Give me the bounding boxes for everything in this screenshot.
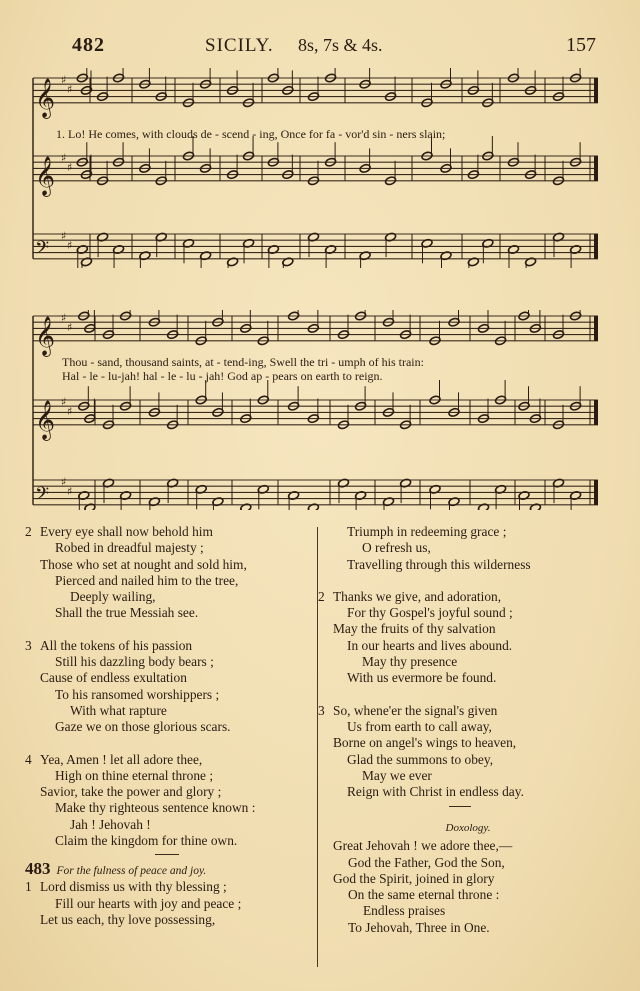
stanza-number: 4 (25, 751, 32, 767)
lyrics-line: 1. Lo! He comes, with clouds de - scend - ing, Once for fa - vor'd sin - ners slain; (56, 127, 446, 141)
verse-line: Those who set at nought and sold him, (40, 556, 247, 572)
page-number: 157 (566, 34, 596, 56)
page-header (0, 34, 640, 58)
stanza-number: 2 (25, 524, 32, 539)
sharp-icon: ♯ (61, 475, 67, 489)
sharp-icon: ♯ (67, 484, 73, 498)
verse-line: Great Jehovah ! we adore thee,— (333, 838, 513, 854)
verse-line: Make thy righteous sentence known : (55, 800, 256, 816)
verse-line: Thanks we give, and adoration, (333, 588, 502, 604)
verse-line: May we ever (362, 767, 432, 783)
verse-line: Triumph in redeeming grace ; (347, 524, 507, 539)
verse-line: Fill our hearts with joy and peace ; (55, 895, 242, 911)
verse-line: On the same eternal throne : (348, 887, 500, 903)
verse-line: Deeply wailing, (70, 589, 156, 605)
left-column (25, 524, 310, 865)
verse-line: O refresh us, (362, 540, 431, 556)
section-rule (155, 854, 179, 855)
final-barline (594, 156, 598, 181)
hymn-483-title: For the fulness of peace and joy. (56, 865, 207, 877)
treble-clef-icon: 𝄞 (35, 399, 56, 440)
verse-line: Us from earth to call away, (347, 718, 492, 734)
hymn-483-number: 483 (25, 859, 51, 878)
verse-line: High on thine eternal throne ; (55, 767, 214, 783)
hymn-483-heading (25, 861, 315, 879)
lyrics-line-1: Thou - sand, thousand saints, at - tend-ing, Swell the tri - umph of his train: (62, 355, 424, 369)
final-barline (594, 316, 598, 341)
music-system-1 (0, 68, 640, 268)
sharp-icon: ♯ (67, 160, 73, 174)
verse-line: Travelling through this wilderness (347, 556, 531, 572)
staff-lines (33, 78, 598, 259)
hymn-number: 482 (72, 34, 105, 56)
stanza (318, 589, 618, 687)
verse-line: Yea, Amen ! let all adore thee, (40, 751, 203, 767)
stanza (25, 752, 310, 850)
verse-line: Lord dismiss us with thy blessing ; (40, 879, 227, 895)
verse-line: Robed in dreadful majesty ; (55, 540, 204, 556)
verse-line: May thy presence (362, 654, 458, 670)
final-barline (594, 400, 598, 425)
verse-line: So, whene'er the signal's given (333, 702, 498, 718)
sharp-icon: ♯ (67, 82, 73, 96)
verse-line: God the Spirit, joined in glory (333, 870, 495, 886)
treble-clef-icon: 𝄞 (35, 155, 56, 196)
staff-lines (33, 316, 598, 505)
verse-line: With what rapture (70, 702, 167, 718)
sharp-icon: ♯ (61, 311, 67, 325)
hymn-483 (25, 861, 315, 928)
section-rule (449, 806, 471, 807)
stanza (318, 703, 618, 801)
verse-line: Cause of endless exultation (40, 670, 187, 686)
tune-meter: 8s, 7s & 4s. (298, 35, 383, 55)
bass-clef-icon: 𝄢 (35, 483, 50, 509)
verse-line: May the fruits of thy salvation (333, 621, 496, 637)
verse-line: Savior, take the power and glory ; (40, 784, 222, 800)
stanza-number: 1 (25, 879, 32, 895)
music-system-2 (0, 310, 640, 510)
stanza-number: 3 (318, 702, 325, 718)
final-barline (594, 78, 598, 103)
verse-line: With us evermore be found. (347, 670, 497, 686)
stanza-number: 2 (318, 588, 325, 604)
final-barline (594, 480, 598, 505)
verse-line: In our hearts and lives abound. (347, 637, 513, 653)
stanza (25, 638, 310, 736)
verse-line: Still his dazzling body bears ; (55, 654, 214, 670)
stanza-number: 3 (25, 637, 32, 653)
sharp-icon: ♯ (61, 395, 67, 409)
verse-line: Jah ! Jehovah ! (70, 816, 151, 832)
verse-line: All the tokens of his passion (40, 637, 193, 653)
verse-line: Glad the summons to obey, (347, 751, 494, 767)
final-barline (594, 234, 598, 259)
verse-line: Endless praises (363, 903, 446, 919)
bass-clef-icon: 𝄢 (35, 237, 50, 263)
sharp-icon: ♯ (67, 238, 73, 252)
doxology (333, 820, 603, 936)
sharp-icon: ♯ (67, 320, 73, 334)
verse-line: Borne on angel's wings to heaven, (333, 735, 517, 751)
treble-clef-icon: 𝄞 (35, 77, 56, 118)
stanza (25, 524, 310, 622)
lyrics-line-2: Hal - le - lu-jah! hal - le - lu - jah! God ap - pears on earth to reign. (62, 369, 383, 383)
verse-line: Let us each, thy love possessing, (40, 911, 216, 927)
verse-line: Reign with Christ in endless day. (347, 784, 524, 800)
verse-line: To Jehovah, Three in One. (348, 919, 490, 935)
sharp-icon: ♯ (61, 73, 67, 87)
stanza-continuation (318, 524, 618, 573)
sharp-icon: ♯ (61, 151, 67, 165)
sharp-icon: ♯ (61, 229, 67, 243)
verse-line: Pierced and nailed him to the tree, (55, 572, 239, 588)
verse-line: Claim the kingdom for thine own. (55, 833, 238, 849)
treble-clef-icon: 𝄞 (35, 315, 56, 356)
right-column (318, 524, 618, 816)
verse-line: Gaze we on those glorious scars. (55, 719, 231, 735)
sharp-icon: ♯ (67, 404, 73, 418)
verse-line: Shall the true Messiah see. (55, 605, 199, 621)
doxology-label: Doxology. (445, 822, 491, 834)
verse-line: God the Father, God the Son, (348, 854, 505, 870)
verse-line: To his ransomed worshippers ; (55, 686, 220, 702)
tune-title: SICILY. (205, 35, 274, 56)
verse-line: For thy Gospel's joyful sound ; (347, 605, 513, 621)
verse-line: Every eye shall now behold him (40, 524, 213, 539)
